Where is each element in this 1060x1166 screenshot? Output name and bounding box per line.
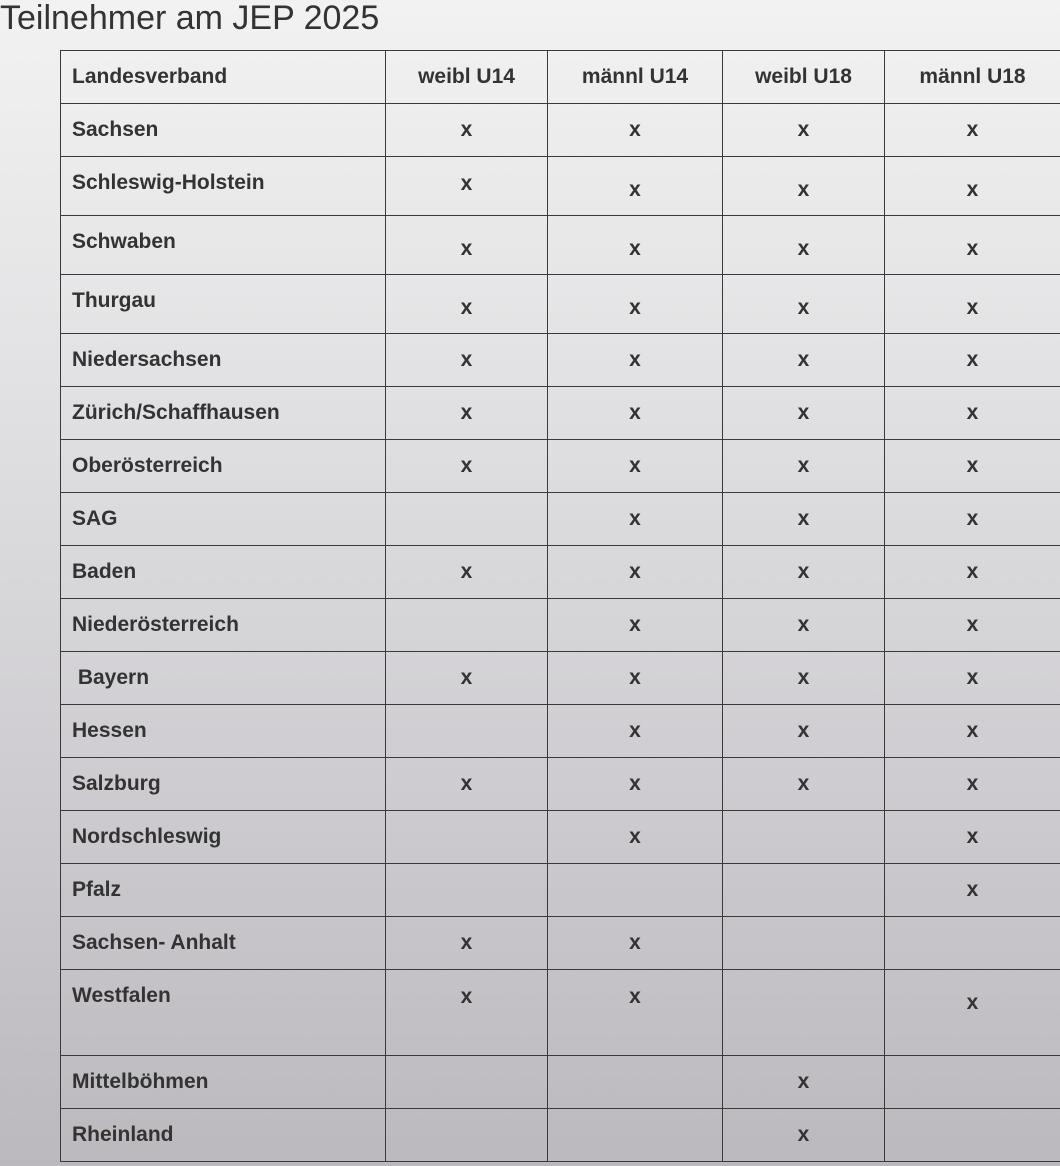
mark-cell: x: [548, 599, 723, 652]
table-row: [61, 864, 1060, 917]
mark-cell: x: [885, 157, 1060, 216]
table-row: [61, 652, 1060, 705]
mark-cell: [548, 864, 723, 917]
table-row: [61, 1056, 1060, 1109]
mark-cell: x: [885, 216, 1060, 275]
mark-cell: x: [885, 275, 1060, 334]
table-row: [61, 546, 1060, 599]
row-name: Niederösterreich: [61, 599, 386, 652]
table-row: [61, 275, 1060, 334]
mark-cell: x: [386, 652, 548, 705]
row-name: Pfalz: [61, 864, 386, 917]
row-name: SAG: [61, 493, 386, 546]
mark-cell: x: [723, 440, 885, 493]
column-header-weibl-u18: weibl U18: [723, 51, 885, 104]
mark-cell: x: [548, 811, 723, 864]
mark-cell: [386, 1109, 548, 1162]
mark-cell: x: [548, 917, 723, 970]
mark-cell: x: [723, 104, 885, 157]
column-header-maennl-u14: männl U14: [548, 51, 723, 104]
table-row: [61, 705, 1060, 758]
mark-cell: x: [723, 493, 885, 546]
mark-cell: x: [386, 970, 548, 1056]
mark-cell: [386, 493, 548, 546]
mark-cell: x: [386, 157, 548, 216]
mark-cell: x: [548, 440, 723, 493]
mark-cell: x: [386, 917, 548, 970]
mark-cell: x: [548, 157, 723, 216]
page-title: Teilnehmer am JEP 2025: [0, 0, 380, 37]
mark-cell: x: [723, 652, 885, 705]
mark-cell: x: [386, 104, 548, 157]
mark-cell: [723, 917, 885, 970]
mark-cell: x: [885, 811, 1060, 864]
table-row: [61, 917, 1060, 970]
mark-cell: x: [885, 334, 1060, 387]
mark-cell: x: [386, 334, 548, 387]
row-name: Sachsen- Anhalt: [61, 917, 386, 970]
mark-cell: x: [386, 275, 548, 334]
table-row: [61, 387, 1060, 440]
table-row: [61, 104, 1060, 157]
mark-cell: x: [723, 546, 885, 599]
row-name: Thurgau: [61, 275, 386, 334]
mark-cell: x: [386, 216, 548, 275]
mark-cell: x: [723, 758, 885, 811]
mark-cell: [885, 1056, 1060, 1109]
row-name: Rheinland: [61, 1109, 386, 1162]
table-row: [61, 493, 1060, 546]
row-name: Hessen: [61, 705, 386, 758]
row-name: Salzburg: [61, 758, 386, 811]
mark-cell: [885, 917, 1060, 970]
mark-cell: x: [885, 599, 1060, 652]
mark-cell: x: [723, 1109, 885, 1162]
mark-cell: x: [723, 275, 885, 334]
row-name: Bayern: [61, 652, 386, 705]
mark-cell: x: [548, 493, 723, 546]
mark-cell: x: [548, 705, 723, 758]
column-header-maennl-u18: männl U18: [885, 51, 1060, 104]
mark-cell: x: [723, 334, 885, 387]
mark-cell: x: [885, 387, 1060, 440]
mark-cell: x: [548, 652, 723, 705]
mark-cell: x: [386, 758, 548, 811]
mark-cell: x: [548, 216, 723, 275]
row-name: Mittelböhmen: [61, 1056, 386, 1109]
row-name: Baden: [61, 546, 386, 599]
mark-cell: x: [548, 546, 723, 599]
table-row: [61, 970, 1060, 1056]
mark-cell: [723, 970, 885, 1056]
mark-cell: x: [548, 334, 723, 387]
mark-cell: x: [548, 387, 723, 440]
mark-cell: [885, 1109, 1060, 1162]
mark-cell: [386, 705, 548, 758]
mark-cell: [548, 1109, 723, 1162]
mark-cell: x: [723, 157, 885, 216]
mark-cell: [386, 599, 548, 652]
mark-cell: x: [723, 599, 885, 652]
table-row: [61, 216, 1060, 275]
participants-table: [60, 50, 1060, 1162]
table-row: [61, 1109, 1060, 1162]
mark-cell: [386, 811, 548, 864]
mark-cell: [386, 1056, 548, 1109]
table-row: [61, 157, 1060, 216]
mark-cell: x: [885, 493, 1060, 546]
mark-cell: [548, 1056, 723, 1109]
mark-cell: x: [386, 387, 548, 440]
mark-cell: [386, 864, 548, 917]
row-name: Niedersachsen: [61, 334, 386, 387]
mark-cell: x: [723, 216, 885, 275]
row-name: Schwaben: [61, 216, 386, 275]
mark-cell: x: [885, 864, 1060, 917]
table-row: [61, 758, 1060, 811]
table-row: [61, 440, 1060, 493]
row-name: Zürich/Schaffhausen: [61, 387, 386, 440]
table-row: [61, 334, 1060, 387]
mark-cell: x: [548, 970, 723, 1056]
row-name: Oberösterreich: [61, 440, 386, 493]
mark-cell: x: [885, 758, 1060, 811]
table-row: [61, 811, 1060, 864]
mark-cell: x: [885, 652, 1060, 705]
column-header-weibl-u14: weibl U14: [386, 51, 548, 104]
table-row: [61, 599, 1060, 652]
mark-cell: x: [386, 440, 548, 493]
mark-cell: x: [885, 546, 1060, 599]
mark-cell: x: [548, 275, 723, 334]
mark-cell: x: [885, 440, 1060, 493]
mark-cell: x: [548, 758, 723, 811]
column-header-landesverband: Landesverband: [61, 51, 386, 104]
mark-cell: x: [723, 705, 885, 758]
row-name: Westfalen: [61, 970, 386, 1056]
header-row: [61, 51, 1060, 104]
row-name: Nordschleswig: [61, 811, 386, 864]
mark-cell: x: [885, 970, 1060, 1056]
mark-cell: x: [548, 104, 723, 157]
mark-cell: x: [723, 387, 885, 440]
mark-cell: x: [885, 104, 1060, 157]
mark-cell: x: [386, 546, 548, 599]
mark-cell: [723, 864, 885, 917]
mark-cell: x: [723, 1056, 885, 1109]
row-name: Sachsen: [61, 104, 386, 157]
row-name: Schleswig-Holstein: [61, 157, 386, 216]
mark-cell: x: [885, 705, 1060, 758]
mark-cell: [723, 811, 885, 864]
